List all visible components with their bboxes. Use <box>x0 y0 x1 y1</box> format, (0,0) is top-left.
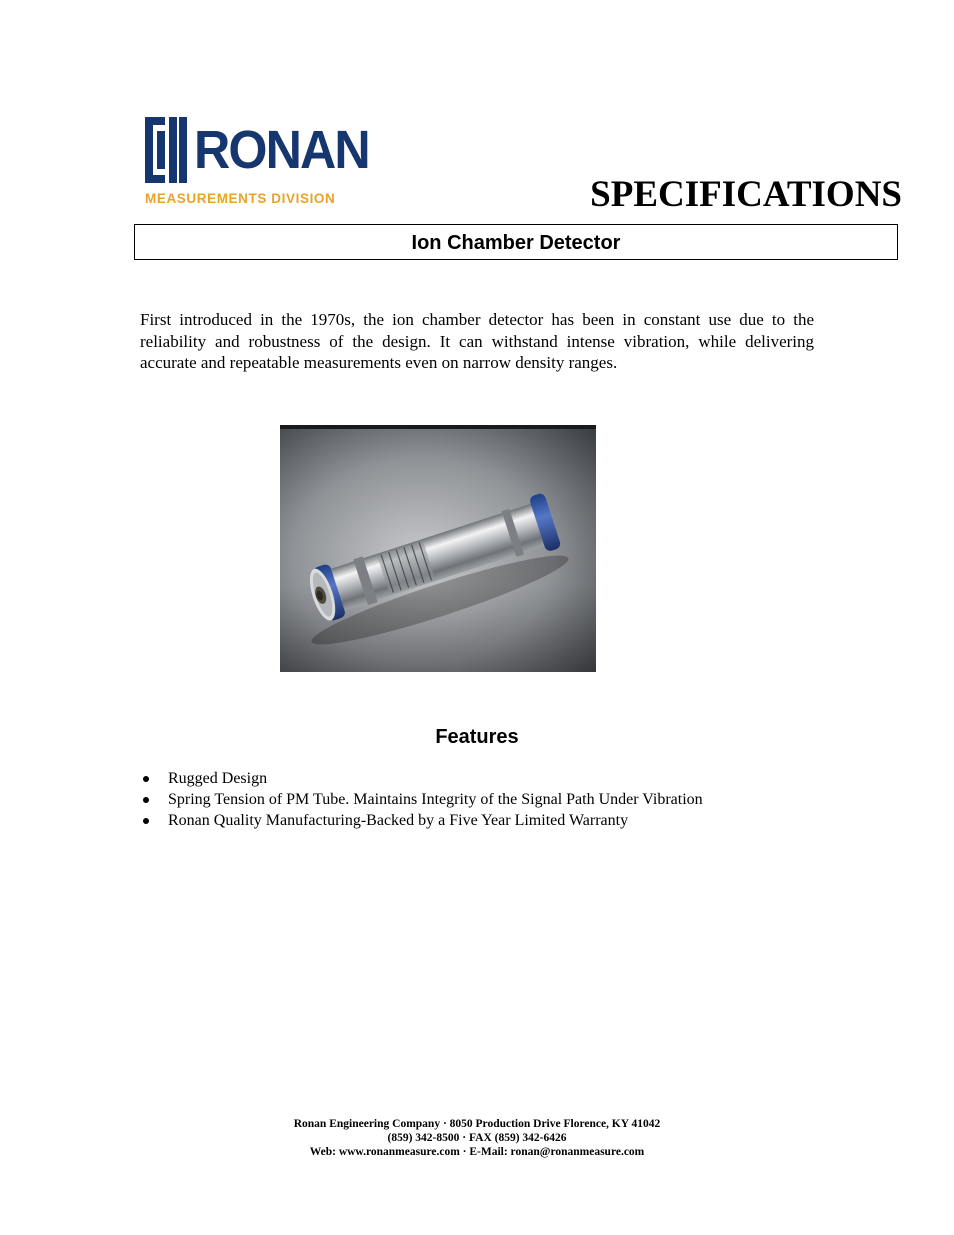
list-item <box>140 810 703 831</box>
product-photo <box>280 425 596 672</box>
feature-text: Spring Tension of PM Tube. Maintains Integrity of the Signal Path Under Vibration <box>168 791 703 808</box>
product-title: Ion Chamber Detector <box>411 232 621 254</box>
ronan-logo-mark-icon <box>145 117 187 183</box>
logo-division-text: MEASUREMENTS DIVISION <box>145 191 336 206</box>
footer-web-email: Web: www.ronanmeasure.com · E-Mail: ronan@ronanmeasure.com <box>309 1146 645 1158</box>
bullet-icon <box>143 776 149 782</box>
bullet-icon <box>143 797 149 803</box>
product-title-box <box>134 224 898 260</box>
page-title: SPECIFICATIONS <box>590 174 902 215</box>
list-item <box>140 768 703 789</box>
bullet-icon <box>143 818 149 824</box>
footer-address: Ronan Engineering Company · 8050 Production Drive Florence, KY 41042 <box>293 1118 661 1130</box>
feature-text: Rugged Design <box>168 770 268 787</box>
features-heading: Features <box>435 726 519 748</box>
intro-paragraph: First introduced in the 1970s, the ion chamber detector has been in constant use due to the reliability and robustness of the design. It can withstand intense vibration, while delivering accurate and repeatable measurements even on narrow density ranges. <box>140 310 814 372</box>
ion-chamber-detector-photo-icon <box>280 425 596 672</box>
footer <box>0 1117 954 1159</box>
list-item <box>140 789 703 810</box>
ronan-logo <box>145 117 369 207</box>
features-list <box>140 768 703 831</box>
logo-wordmark: RONAN <box>194 120 369 180</box>
feature-text: Ronan Quality Manufacturing-Backed by a Five Year Limited Warranty <box>168 812 629 829</box>
footer-phone: (859) 342-8500 · FAX (859) 342-6426 <box>387 1132 567 1144</box>
